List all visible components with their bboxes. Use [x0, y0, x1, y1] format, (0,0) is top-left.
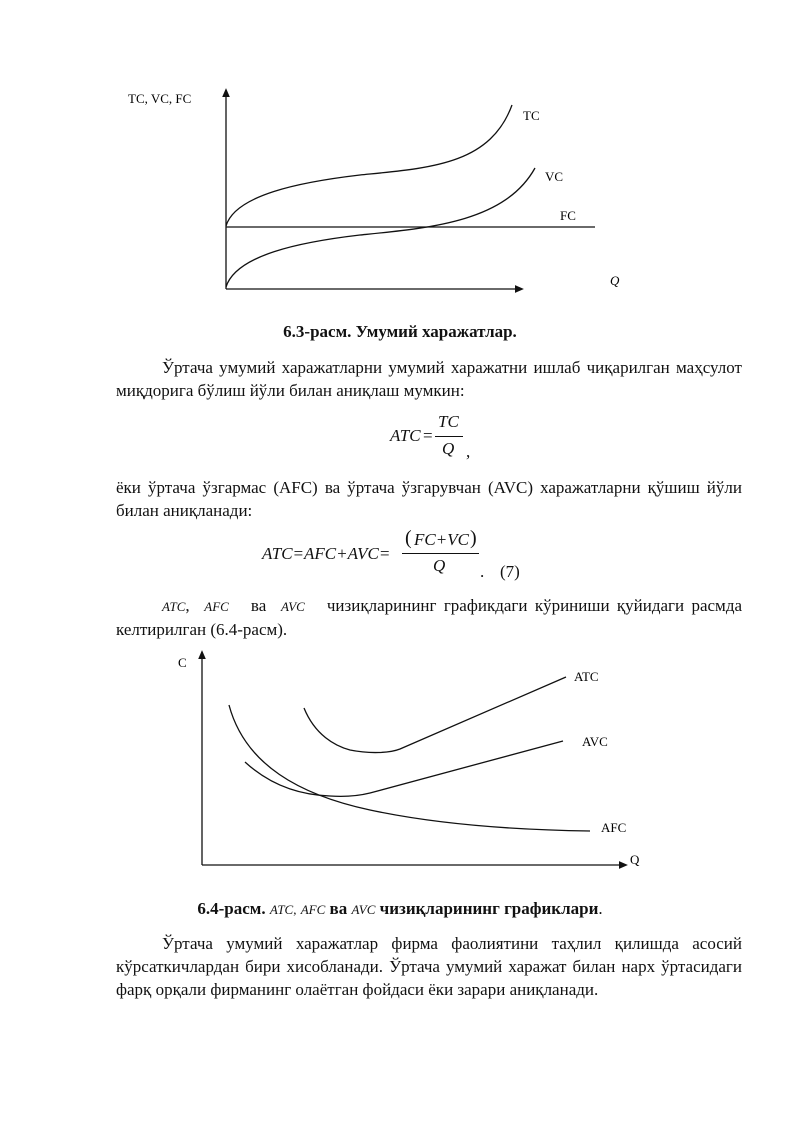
afc-term: AFC [204, 599, 229, 614]
paragraph-3 [116, 594, 742, 641]
caption2-va: ва [329, 899, 348, 918]
fc-label: FC [560, 208, 576, 223]
fig2-y-label: C [178, 655, 187, 670]
formula1-comma: , [466, 442, 471, 461]
fig1-x-label: Q [610, 273, 620, 288]
caption2-prefix: 6.4-расм. [197, 899, 266, 918]
paragraph-3-text: чизиқларининг графикдаги кўриниши қуйидаги расмда келтирилган (6.4-расм). [116, 596, 743, 639]
avc-label: AVC [582, 734, 608, 749]
formula-atc-sum [262, 527, 542, 582]
formula1-denominator: Q [442, 439, 455, 458]
formula2-lhs: ATC=AFC+AVC= [262, 544, 391, 563]
caption2-comma: , [293, 902, 297, 917]
afc-label: AFC [601, 820, 627, 835]
formula-atc [390, 412, 500, 464]
total-costs-figure [0, 0, 800, 300]
formula1-fraction-bar [435, 436, 463, 437]
avc-term: AVC [280, 599, 305, 614]
caption2-period: . [598, 899, 603, 918]
tc-curve [226, 105, 512, 226]
formula2-denominator: Q [433, 556, 446, 575]
afc-curve [229, 705, 590, 831]
avc-curve [245, 741, 563, 796]
formula2-fraction-bar [402, 553, 479, 554]
tc-label: TC [523, 108, 540, 123]
comma: , [185, 596, 190, 615]
paragraph-1: Ўртача умумий харажатларни умумий харажатни ишлаб чиқарилган маҳсулот миқдорига бўлиш йўли билан аниқлаш мумкин: [116, 358, 742, 400]
formula1-lhs: ATC [390, 426, 421, 445]
atc-term: ATC [162, 599, 186, 614]
word-va: ва [250, 596, 267, 615]
formula1-numerator: TC [438, 412, 459, 431]
paragraph-4: Ўртача умумий харажатлар фирма фаолиятини таҳлил қилишда асосий кўрсаткичлардан бири хисобланади. Ўртача умумий харажат билан нарх ўртасидаги фарқ орқали фирманинг олаётган фойдаси ёки зарари аниқланади. [116, 934, 742, 999]
average-costs-figure [0, 640, 800, 880]
atc-curve [304, 677, 566, 753]
atc-label: ATC [574, 669, 599, 684]
fig1-caption: 6.3-расм. Умумий харажатлар. [283, 322, 517, 341]
formula1-eq: = [423, 426, 433, 445]
formula2-number: (7) [500, 562, 520, 581]
formula2-close-paren: ) [470, 527, 477, 549]
fig2-caption [0, 899, 800, 919]
fig2-x-label: Q [630, 852, 640, 867]
formula2-numerator: FC+VC [414, 530, 469, 549]
vc-label: VC [545, 169, 564, 184]
caption2-avc: AVC [351, 902, 376, 917]
formula2-open-paren: ( [405, 527, 412, 549]
fig1-y-label: TC, VC, FC [128, 91, 192, 106]
caption2-text: чизиқларининг графиклари [379, 899, 599, 918]
formula2-period: . [480, 562, 485, 581]
caption2-afc: AFC [300, 902, 326, 917]
paragraph-2: ёки ўртача ўзгармас (AFC) ва ўртача ўзгарувчан (AVC) харажатларни қўшиш йўли билан аниқланади: [116, 478, 742, 520]
caption2-atc: ATC [269, 902, 294, 917]
